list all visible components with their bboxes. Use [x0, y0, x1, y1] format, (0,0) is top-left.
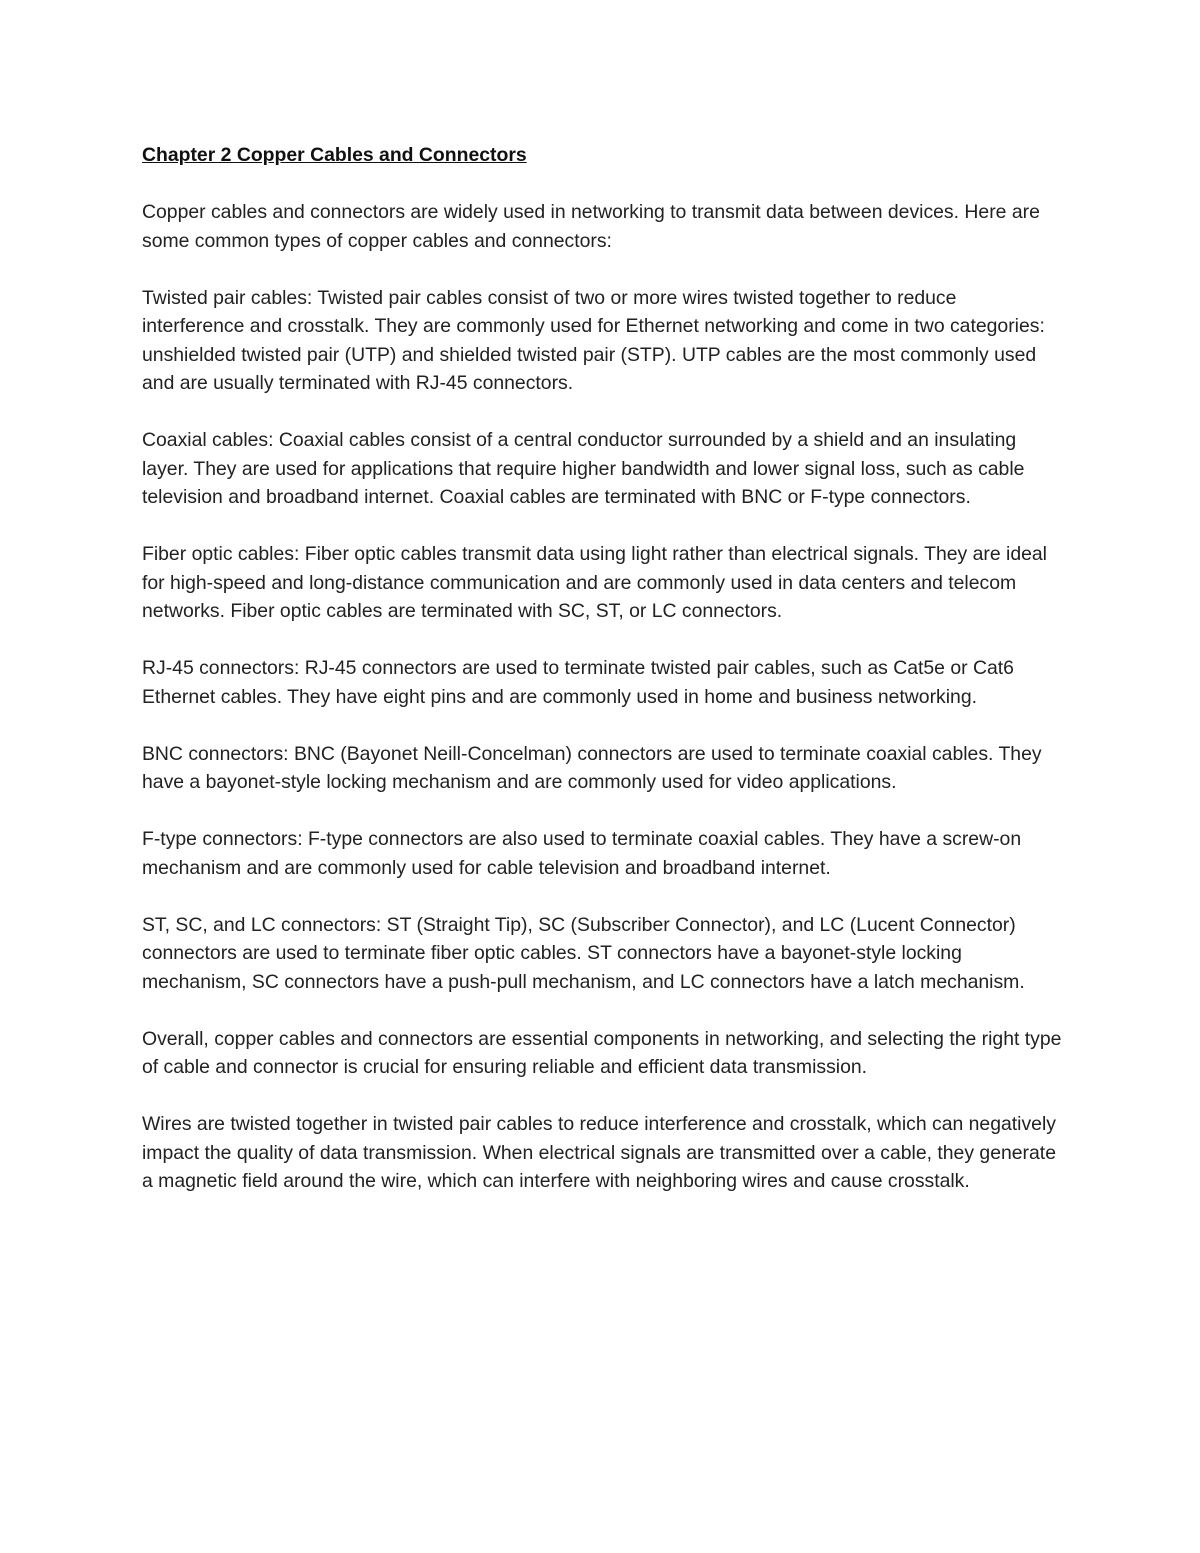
paragraph-f-type: F-type connectors: F-type connectors are also used to terminate coaxial cables. They have a screw-on mechanism and are commonly used for cable television and broadband internet.	[142, 828, 1022, 879]
paragraph-st-sc-lc: ST, SC, and LC connectors: ST (Straight Tip), SC (Subscriber Connector), and LC (Lucent Connector) connectors are used to terminate fiber optic cables. ST connectors have a bayonet-style locking mechanism, SC connectors have a push-pull mechanism, and LC connectors have a latch mechanism.	[142, 913, 1025, 993]
chapter-title: Chapter 2 Copper Cables and Connectors	[142, 144, 527, 166]
paragraph-twisted-pair: Twisted pair cables: Twisted pair cables consist of two or more wires twisted together to reduce interference and crosstalk. They are commonly used for Ethernet networking and come in two categories: unshielded twisted pair (UTP) and shielded twisted pair (STP). UTP cables are the most commonly used and are usually terminated with RJ-45 connectors.	[142, 286, 1045, 394]
paragraph-twisting: Wires are twisted together in twisted pair cables to reduce interference and crosstalk, which can negatively impact the quality of data transmission. When electrical signals are transmitted over a cable, they generate a magnetic field around the wire, which can interfere with neighboring wires and cause crosstalk.	[142, 1113, 1056, 1192]
document-body	[142, 141, 1062, 1196]
paragraph-intro: Copper cables and connectors are widely used in networking to transmit data between devices. Here are some common types of copper cables and connectors:	[142, 201, 1040, 252]
paragraph-bnc: BNC connectors: BNC (Bayonet Neill-Concelman) connectors are used to terminate coaxial cables. They have a bayonet-style locking mechanism and are commonly used for video applications.	[142, 742, 1042, 793]
paragraph-overall: Overall, copper cables and connectors are essential components in networking, and selecting the right type of cable and connector is crucial for ensuring reliable and efficient data transmission.	[142, 1027, 1062, 1078]
paragraph-coaxial: Coaxial cables: Coaxial cables consist of a central conductor surrounded by a shield and an insulating layer. They are used for applications that require higher bandwidth and lower signal loss, such as cable television and broadband internet. Coaxial cables are terminated with BNC or F-type connectors.	[142, 429, 1025, 508]
paragraph-rj45: RJ-45 connectors: RJ-45 connectors are used to terminate twisted pair cables, such as Cat5e or Cat6 Ethernet cables. They have eight pins and are commonly used in home and business networking.	[142, 657, 1014, 708]
paragraph-fiber-optic: Fiber optic cables: Fiber optic cables transmit data using light rather than electrical signals. They are ideal for high-speed and long-distance communication and are commonly used in data centers and telecom networks. Fiber optic cables are terminated with SC, ST, or LC connectors.	[142, 543, 1047, 622]
